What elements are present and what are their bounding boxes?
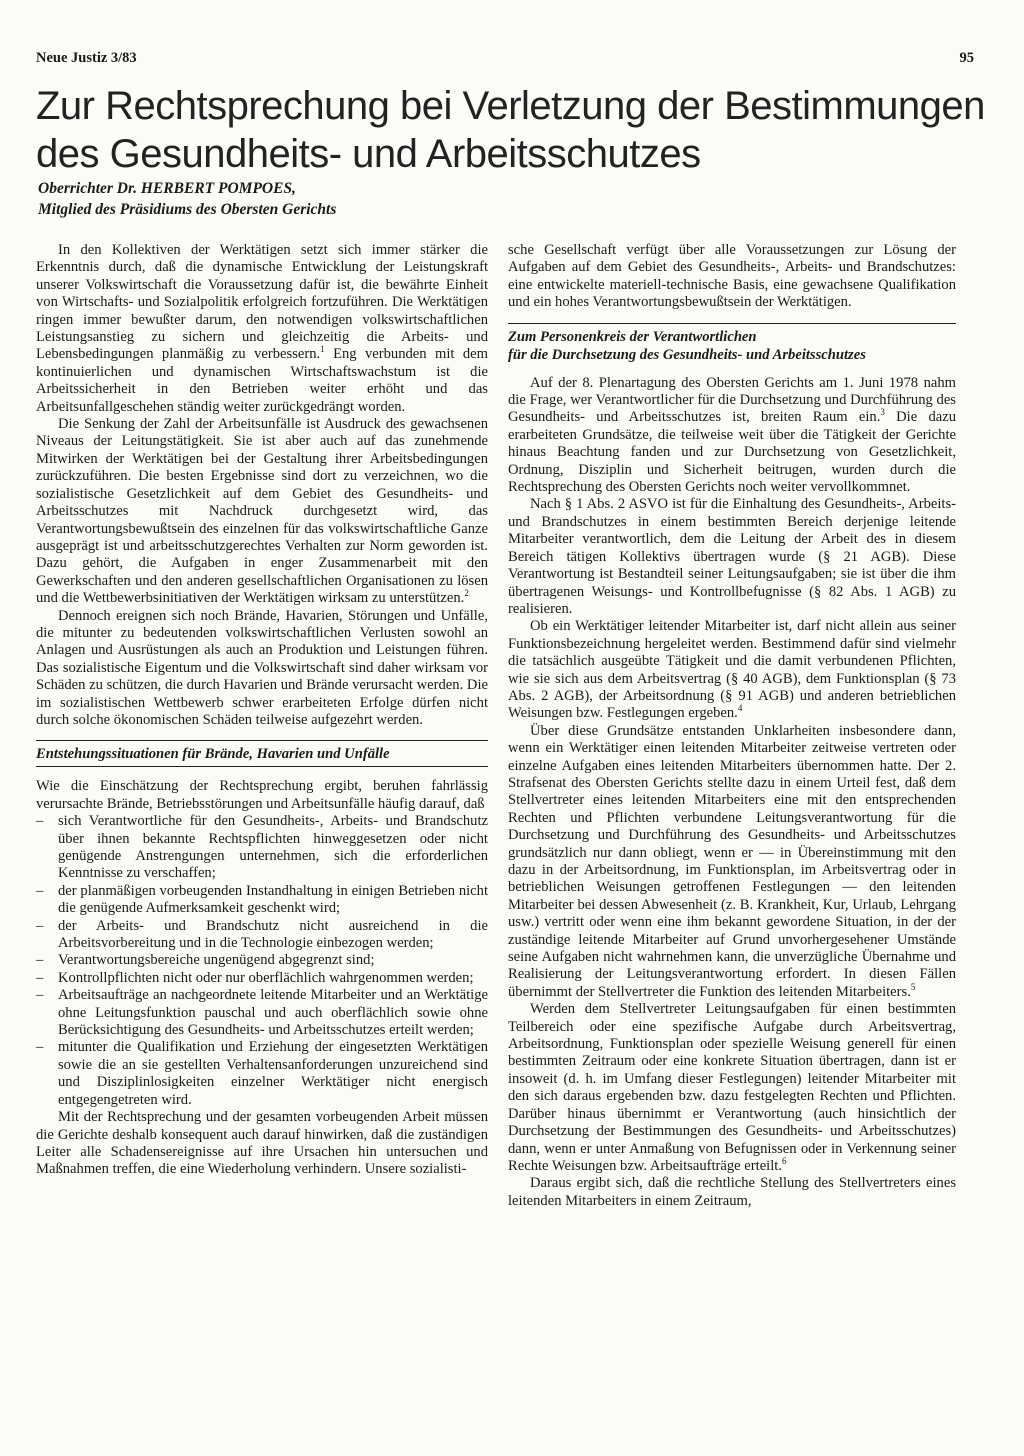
list-item: – der Arbeits- und Brandschutz nicht ausreichend in die Arbeitsvorbereitung und in die Technologie einbezogen werden;: [36, 917, 488, 952]
section-heading: Zum Personenkreis der Verantwortlichen für die Durchsetzung des Gesundheits- und Arbeitsschutzes: [508, 323, 956, 364]
paragraph: Daraus ergibt sich, daß die rechtliche Stellung des Stellvertreters eines leitenden Mitarbeiters in einem Zeitraum,: [508, 1175, 956, 1209]
paragraph: Mit der Rechtsprechung und der gesamten vorbeugenden Arbeit müssen die Gerichte deshalb konsequent auch darauf hinwirken, daß die zuständigen Leiter alle Schadensereignisse auf ihre Ursachen hin untersuchen und Maßnahmen treffen, die eine Wiederholung verhindern. Unsere sozialisti-: [36, 1109, 488, 1178]
column-left: [36, 242, 488, 1179]
list-item: – mitunter die Qualifikation und Erziehung der eingesetzten Werktätigen sowie die an sie gestellten Verhaltensanforderungen unzureichend sind und Disziplinlosigkeiten einzelner Werktätiger nicht energisch entgegengetreten wird.: [36, 1039, 488, 1108]
author-name: Oberrichter Dr. HERBERT POMPOES,: [38, 180, 296, 197]
paragraph: Dennoch ereignen sich noch Brände, Havarien, Störungen und Unfälle, die mitunter zu bedeutenden volkswirtschaftlichen Verlusten sowohl an Anlagen und Ausrüstungen als auch an Produktion und Leistungen führen. Das sozialistische Eigentum und die Volkswirtschaft sind daher wirksam vor Schäden zu schützen, die durch Havarien und Brände verursacht werden. Die im sozialistischen Wettbewerb schwer erarbeiteten Erfolge dürfen nicht durch solche ökonomischen Schäden teilweise aufgezehrt werden.: [36, 607, 488, 728]
paragraph: Ob ein Werktätiger leitender Mitarbeiter ist, darf nicht allein aus seiner Funktionsbezeichnung hergeleitet werden. Bestimmend dafür sind vielmehr die tatsächlich ausgeübte Tätigkeit und die damit verbundenen Pflichten, wie sie sich aus dem Arbeitsvertrag (§ 40 AGB), dem Funktionsplan (§ 73 Abs. 2 AGB), der Arbeitsordnung (§ 91 AGB) und anderen betrieblichen Weisungen bzw. Festlegungen ergeben.$^4$: [508, 618, 956, 722]
footnote-ref: 5: [910, 981, 916, 992]
section-heading: Entstehungssituationen für Brände, Havarien und Unfälle: [36, 740, 488, 767]
column-right: [508, 242, 956, 1210]
list-item: – Verantwortungsbereiche ungenügend abgegrenzt sind;: [36, 952, 375, 969]
author-role: Mitglied des Präsidiums des Obersten Gerichts: [38, 201, 337, 218]
list-item: – Kontrollpflichten nicht oder nur oberflächlich wahrgenommen werden;: [36, 969, 474, 986]
list-item: – sich Verantwortliche für den Gesundheits-, Arbeits- und Brandschutz über ihnen bekannte Rechtspflichten hinweggesetzen oder nicht genügende Anstrengungen unternehmen, sich die erforderlichen Kenntnisse zu verschaffen;: [36, 813, 488, 882]
paragraph: Werden dem Stellvertreter Leitungsaufgaben für einen bestimmten Teilbereich oder eine spezifische Aufgabe durch Arbeitsvertrag, Arbeitsordnung, Funktionsplan oder spezielle Weisung generell für einen bestimmten Zeitraum oder eine konkrete Situation übertragen, dann ist er insoweit (d. h. im Umfang dieser Festlegungen) leitender Mitarbeiter mit den sich daraus ergebenden bzw. dazu festgelegten Rechten und Pflichten. Darüber hinaus übernimmt er Verantwortung (auch hinsichtlich der Durchsetzung der Bestimmungen des Gesundheits- und Arbeitsschutzes) dann, wenn er unter Anmaßung von Befugnissen oder in Verkennung seiner Rechte Weisungen bzw. Arbeitsaufträge erteilt.$^6$: [508, 1001, 956, 1174]
title-line-1: Zur Rechtsprechung bei Verletzung der Bestimmungen: [36, 84, 985, 128]
paragraph: sche Gesellschaft verfügt über alle Voraussetzungen zur Lösung der Aufgaben auf dem Gebiet des Gesundheits-, Arbeits- und Brandschutzes: eine entwickelte materiell-technische Basis, eine gewachsene Qualifikation und ein hohes Verantwortungsbewußtsein der Werktätigen.: [508, 242, 956, 311]
footnote-ref: 2: [464, 588, 469, 599]
footnote-ref: 1: [320, 344, 325, 355]
author-block: [38, 178, 336, 220]
list-item: – der planmäßigen vorbeugenden Instandhaltung in einigen Betrieben nicht die genügende Aufmerksamkeit geschenkt wird;: [36, 882, 488, 917]
footnote-ref: 6: [781, 1156, 787, 1167]
journal-issue: Neue Justiz 3/83: [36, 50, 137, 66]
dash-list: [36, 813, 488, 1109]
list-item: – Arbeitsaufträge an nachgeordnete leitende Mitarbeiter und an Werktätige ohne Leitungsfunktion pauschal und auch oberflächlich sowie ohne Berücksichtigung des Gesundheits- und Arbeitsschutzes erteilt werden;: [36, 987, 488, 1039]
paragraph: Wie die Einschätzung der Rechtsprechung ergibt, beruhen fahrlässig verursachte Brände, Betriebsstörungen und Arbeitsunfälle häufig darauf, daß: [36, 778, 488, 812]
paragraph: Über diese Grundsätze entstanden Unklarheiten insbesondere dann, wenn ein Werktätiger einen leitenden Mitarbeiter zeitweise vertreten oder einzelne Aufgaben eines leitenden Mitarbeiters übernommen hatte. Der 2. Strafsenat des Obersten Gerichts stellte dazu in einem Urteil fest, daß dem Stellvertreter eines leitenden Mitarbeiters eine mit den entsprechenden Rechten und Pflichten verbundene Leitungsverantwortung für die Durchsetzung und Durchführung des Gesundheits- und Arbeitsschutzes grundsätzlich nur dann obliegt, wenn er — in Übereinstimmung mit den dazu in der Arbeitsordnung, im Funktionsplan, im Arbeitsvertrag oder in betrieblichen Weisungen getroffenen Festlegungen — den leitenden Mitarbeiter bei dessen Abwesenheit (z. B. Krankheit, Kur, Urlaub, Lehrgang usw.) vertritt oder wenn eine ihm bekannt gewordene Situation, in der der zuständige leitende Mitarbeiter auf Grund unvorhergesehener Umstände seine Aufgaben nicht wahrnehmen kann, die unverzügliche Übernahme und Realisierung der Leitungsverantwortung erfordert. In diesen Fällen übernimmt der Stellvertreter die Funktion des leitenden Mitarbeiters.$^5$: [508, 722, 956, 1000]
paragraph: Die Senkung der Zahl der Arbeitsunfälle ist Ausdruck des gewachsenen Niveaus der Leitungstätigkeit. Sie ist aber auch auf das zunehmende Mitwirken der Werktätigen bei der Gestaltung ihrer Arbeitsbedingungen zurückzuführen. Die besten Ergebnisse sind dort zu verzeichnen, wo die sozialistische Gesetzlichkeit auf dem Gebiet des Gesundheits- und Arbeitsschutzes mit Nachdruck durchgesetzt wird, das Verantwortungsbewußtsein des einzelnen für das volkswirtschaftliche Ganze ausgeprägt ist und arbeitsschutzgerechtes Verhalten zur Norm geworden ist. Dazu gehört, die Aufgaben in enger Zusammenarbeit mit den Gewerkschaften und den anderen gesellschaftlichen Organisationen zu lösen und die Wettbewerbsinitiativen der Werktätigen wirksam zu unterstützen.$^2$: [36, 416, 488, 607]
article-title: [36, 82, 996, 178]
paragraph: Auf der 8. Plenartagung des Obersten Gerichts am 1. Juni 1978 nahm die Frage, wer Verantwortlicher für die Durchsetzung und Durchführung des Gesundheits- und Arbeitsschutzes ist, breiten Raum ein.$^3$ Die dazu erarbeiteten Grundsätze, die teilweise weit über die Tätigkeit der Gerichte hinaus Beachtung fanden und zur Durchsetzung von Gesetzlichkeit, Ordnung, Disziplin und Sicherheit beitrugen, wurden durch die Rechtsprechung des Obersten Gerichts noch weiter vervollkommnet.: [508, 374, 956, 496]
footnote-ref: 3: [880, 407, 885, 418]
paragraph: Nach § 1 Abs. 2 ASVO ist für die Einhaltung des Gesundheits-, Arbeits- und Brandschutzes in einem bestimmten Bereich derjenige leitende Mitarbeiter verantwortlich, dem die Leitung der Arbeit des in diesem Bereich tätigen Kollektivs übertragen wurde (§ 21 AGB). Diese Verantwortung ist Bestandteil seiner Leitungsaufgaben; sie ist über die ihm übertragenen Weisungs- und Kontrollbefugnisse (§ 82 Abs. 1 AGB) zu realisieren.: [508, 496, 956, 617]
title-line-2: des Gesundheits- und Arbeitsschutzes: [36, 132, 701, 176]
footnote-ref: 4: [737, 703, 743, 714]
page-number: 95: [959, 50, 974, 66]
paragraph: In den Kollektiven der Werktätigen setzt sich immer stärker die Erkenntnis durch, daß die dynamische Entwicklung der Leistungskraft unserer Volkswirtschaft die Voraussetzung dafür ist, die bewährte Einheit von Wirtschafts- und Sozialpolitik erfolgreich fortzuführen. Die Werktätigen ringen immer bewußter darum, den notwendigen volkswirtschaftlichen Leistungsanstieg zu sichern und gleichzeitig die Arbeits- und Lebensbedingungen planmäßig zu verbessern.$^1$ Eng verbunden mit dem kontinuierlichen und dynamischen Wirtschaftswachstum ist die Arbeitssicherheit in den Betrieben weiter erhöht und das Arbeitsunfallgeschehen ständig weiter zurückgedrängt worden.: [36, 242, 488, 415]
